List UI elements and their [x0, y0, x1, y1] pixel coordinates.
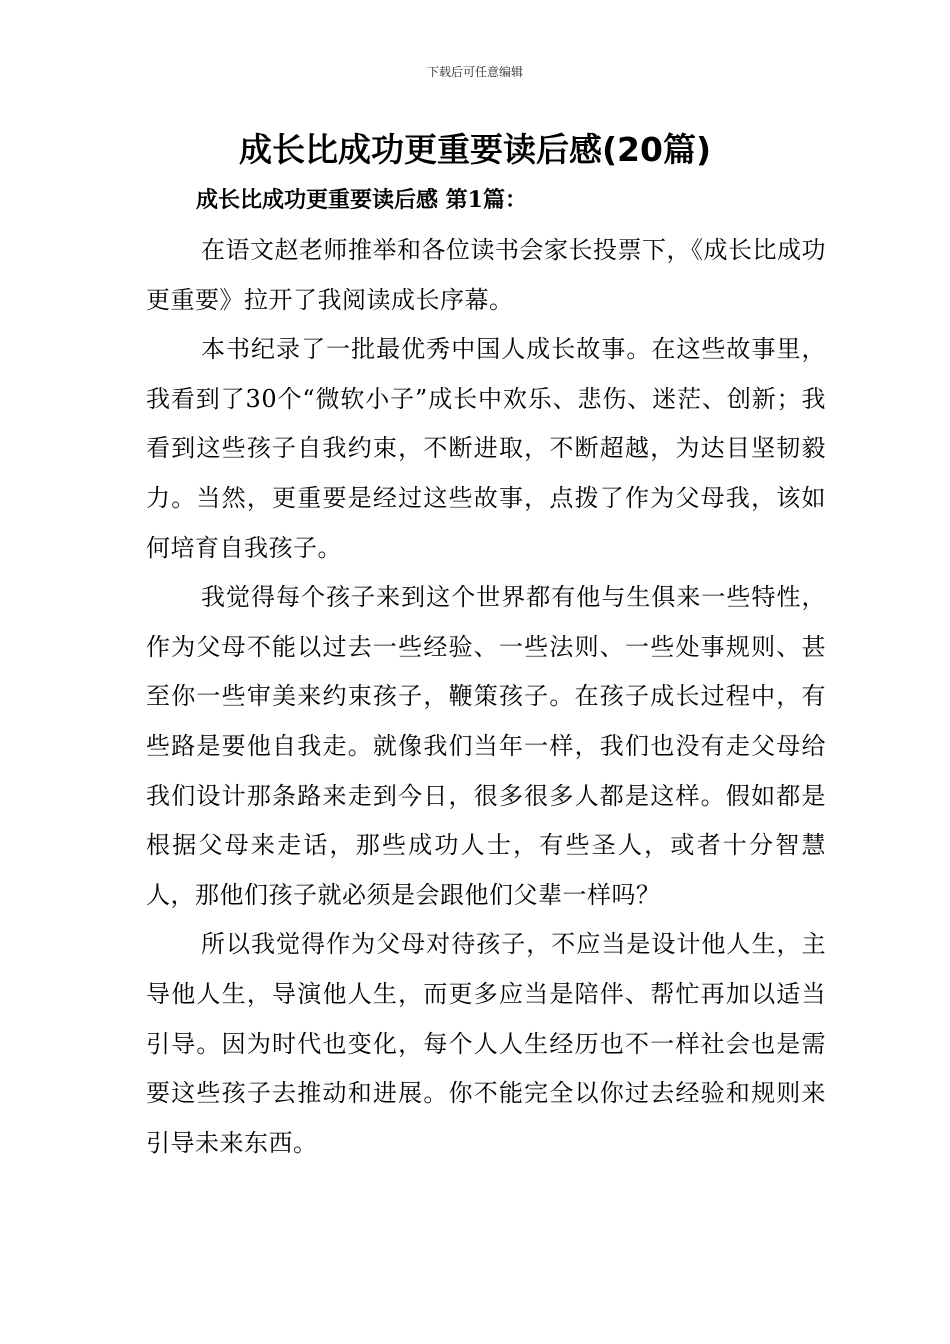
paragraph-4: 所以我觉得作为父母对待孩子，不应当是设计他人生，主导他人生，导演他人生，而更多应当是陪伴、帮忙再加以适当引导。因为时代也变化，每个人人生经历也不一样社会也是需要这些孩子去推动和进展。你不能完全以你过去经验和规则来引导未来东西。: [146, 930, 826, 1157]
section-title: 成长比成功更重要读后感 第1篇：: [196, 187, 527, 213]
document-title: 成长比成功更重要读后感(20篇): [238, 130, 712, 169]
paragraph-1: 在语文赵老师推举和各位读书会家长投票下，《成长比成功更重要》拉开了我阅读成长序幕。: [146, 236, 826, 314]
header-note: 下载后可任意编辑: [426, 65, 523, 79]
body-text: [146, 226, 826, 1168]
paragraph-3: 我觉得每个孩子来到这个世界都有他与生俱来一些特性，作为父母不能以过去一些经验、一些法则、一些处事规则、甚至你一些审美来约束孩子，鞭策孩子。在孩子成长过程中，有些路是要他自我走。就像我们当年一样，我们也没有走父母给我们设计那条路来走到今日，很多很多人都是这样。假如都是根据父母来走话，那些成功人士，有些圣人，或者十分智慧人，那他们孩子就必须是会跟他们父辈一样吗？: [146, 583, 826, 909]
paragraph-2: 本书纪录了一批最优秀中国人成长故事。在这些故事里，我看到了30个“微软小子”成长中欢乐、悲伤、迷茫、创新；我看到这些孩子自我约束，不断进取，不断超越，为达目坚韧毅力。当然，更重要是经过这些故事，点拨了作为父母我，该如何培育自我孩子。: [146, 335, 826, 562]
